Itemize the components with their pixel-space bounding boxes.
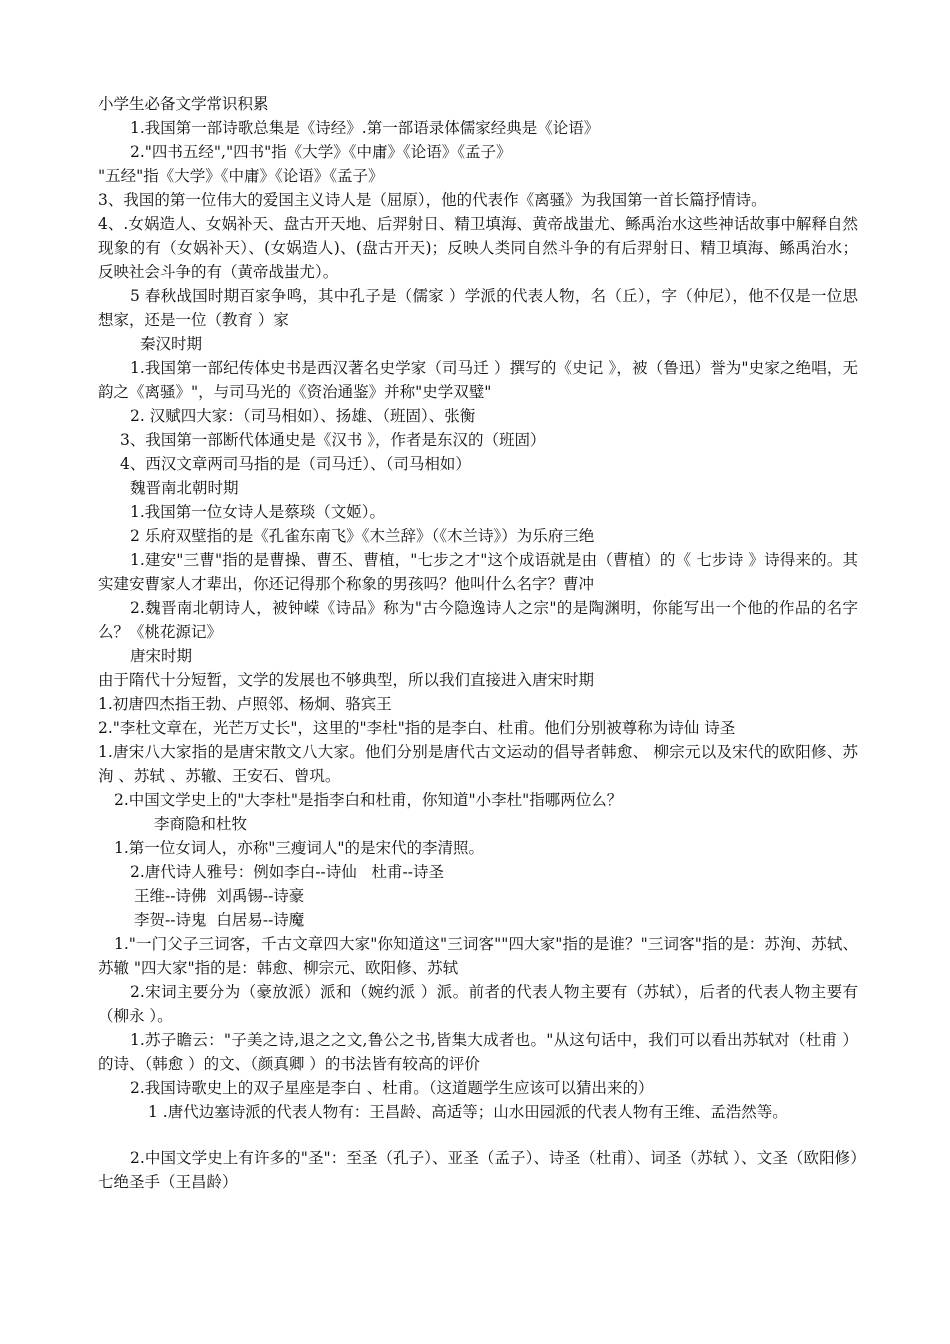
paragraph: 2.宋词主要分为（豪放派）派和（婉约派 ）派。前者的代表人物主要有（苏轼），后者的代表人物主要有（柳永 ）。 (98, 983, 858, 1025)
paragraph: 1."一门父子三词客，千古文章四大家"你知道这"三词客""四大家"指的是谁？"三词客"指的是：苏洵、苏轼、苏辙 "四大家"指的是：韩愈、柳宗元、欧阳修、苏轼 (98, 935, 858, 977)
paragraph: 1.第一位女词人，亦称"三瘦词人"的是宋代的李清照。 (114, 839, 485, 857)
paragraph: 1.建安"三曹"指的是曹操、曹丕、曹植，"七步之才"这个成语就是由（曹植）的《 七步诗 》诗得来的。其实建安曹家人才辈出，你还记得那个称象的男孩吗？他叫什么名字？曹冲 (98, 551, 858, 593)
paragraph: 1.我国第一部诗歌总集是《诗经》.第一部语录体儒家经典是《论语》 (130, 119, 600, 137)
paragraph: 3、我国的第一位伟大的爱国主义诗人是（屈原），他的代表作《离骚》为我国第一首长篇抒情诗。 (98, 191, 767, 209)
blank-line (98, 1124, 858, 1146)
paragraph: 1.苏子瞻云："子美之诗,退之之文,鲁公之书,皆集大成者也。"从这句话中，我们可以看出苏轼对（杜甫 ）的诗、（韩愈 ）的文、（颜真卿 ）的书法皆有较高的评价 (98, 1031, 858, 1073)
paragraph: 1 .唐代边塞诗派的代表人物有：王昌龄、高适等；山水田园派的代表人物有王维、孟浩然等。 (148, 1103, 788, 1121)
paragraph: 1.我国第一位女诗人是蔡琰（文姬）。 (130, 503, 386, 521)
paragraph: 2."四书五经","四书"指《大学》《中庸》《论语》《孟子》 (130, 143, 512, 161)
paragraph: 3、我国第一部断代体通史是《汉书 》，作者是东汉的（班固） (120, 431, 546, 449)
paragraph: "五经"指《大学》《中庸》《论语》《孟子》 (98, 167, 384, 185)
paragraph: 2.中国文学史上有许多的"圣"：至圣（孔子）、亚圣（孟子）、诗圣（杜甫）、词圣（苏轼 ）、文圣（欧阳修）七绝圣手（王昌龄） (98, 1149, 858, 1191)
paragraph: 2.魏晋南北朝诗人，被钟嵘《诗品》称为"古今隐逸诗人之宗"的是陶渊明，你能写出一个他的作品的名字么？《桃花源记》 (98, 599, 858, 641)
paragraph: 2.我国诗歌史上的双子星座是李白 、杜甫。（这道题学生应该可以猜出来的） (130, 1079, 654, 1097)
paragraph: 李商隐和杜牧 (154, 815, 248, 833)
paragraph: 1.我国第一部纪传体史书是西汉著名史学家（司马迁 ）撰写的《史记 》，被（鲁迅）誉为"史家之绝唱，无韵之《离骚》"，与司马光的《资治通鉴》并称"史学双璧" (98, 359, 858, 401)
paragraph: 2. 汉赋四大家：（司马相如）、扬雄、（班固）、张衡 (130, 407, 476, 425)
document-title: 小学生必备文学常识积累 (98, 95, 269, 113)
paragraph: 王维--诗佛 刘禹锡--诗豪 (134, 887, 305, 905)
section-heading: 唐宋时期 (130, 647, 193, 665)
paragraph: 由于隋代十分短暂，文学的发展也不够典型，所以我们直接进入唐宋时期 (98, 671, 595, 689)
paragraph: 2.唐代诗人雅号：例如李白--诗仙 杜甫--诗圣 (130, 863, 445, 881)
paragraph: 2 乐府双壁指的是《孔雀东南飞》《木兰辞》（《木兰诗》）为乐府三绝 (130, 527, 595, 545)
paragraph: 4、西汉文章两司马指的是（司马迁）、（司马相如） (120, 455, 471, 473)
paragraph: 2.中国文学史上的"大李杜"是指李白和杜甫，你知道"小李杜"指哪两位么？ (114, 791, 623, 809)
section-heading: 秦汉时期 (140, 335, 203, 353)
paragraph: 4、.女娲造人、女娲补天、盘古开天地、后羿射日、精卫填海、黄帝战蚩尤、鲧禹治水这些神话故事中解释自然现象的有（女娲补天）、(女娲造人)、(盘古开天)；反映人类同自然斗争的有后羿射日、精卫填海、鲧禹治水；反映社会斗争的有（黄帝战蚩尤）。 (98, 215, 858, 281)
document-body (98, 92, 858, 1194)
paragraph: 2."李杜文章在，光芒万丈长"，这里的"李杜"指的是李白、杜甫。他们分别被尊称为诗仙 诗圣 (98, 719, 736, 737)
paragraph: 李贺--诗鬼 白居易--诗魔 (134, 911, 305, 929)
section-heading: 魏晋南北朝时期 (130, 479, 239, 497)
paragraph: 1.唐宋八大家指的是唐宋散文八大家。他们分别是唐代古文运动的倡导者韩愈、 柳宗元以及宋代的欧阳修、苏洵 、苏轼 、苏辙、王安石、曾巩。 (98, 743, 858, 785)
paragraph: 1.初唐四杰指王勃、卢照邻、杨炯、骆宾王 (98, 695, 392, 713)
paragraph: 5 春秋战国时期百家争鸣，其中孔子是（儒家 ）学派的代表人物，名（丘），字（仲尼），他不仅是一位思想家，还是一位（教育 ）家 (98, 287, 858, 329)
